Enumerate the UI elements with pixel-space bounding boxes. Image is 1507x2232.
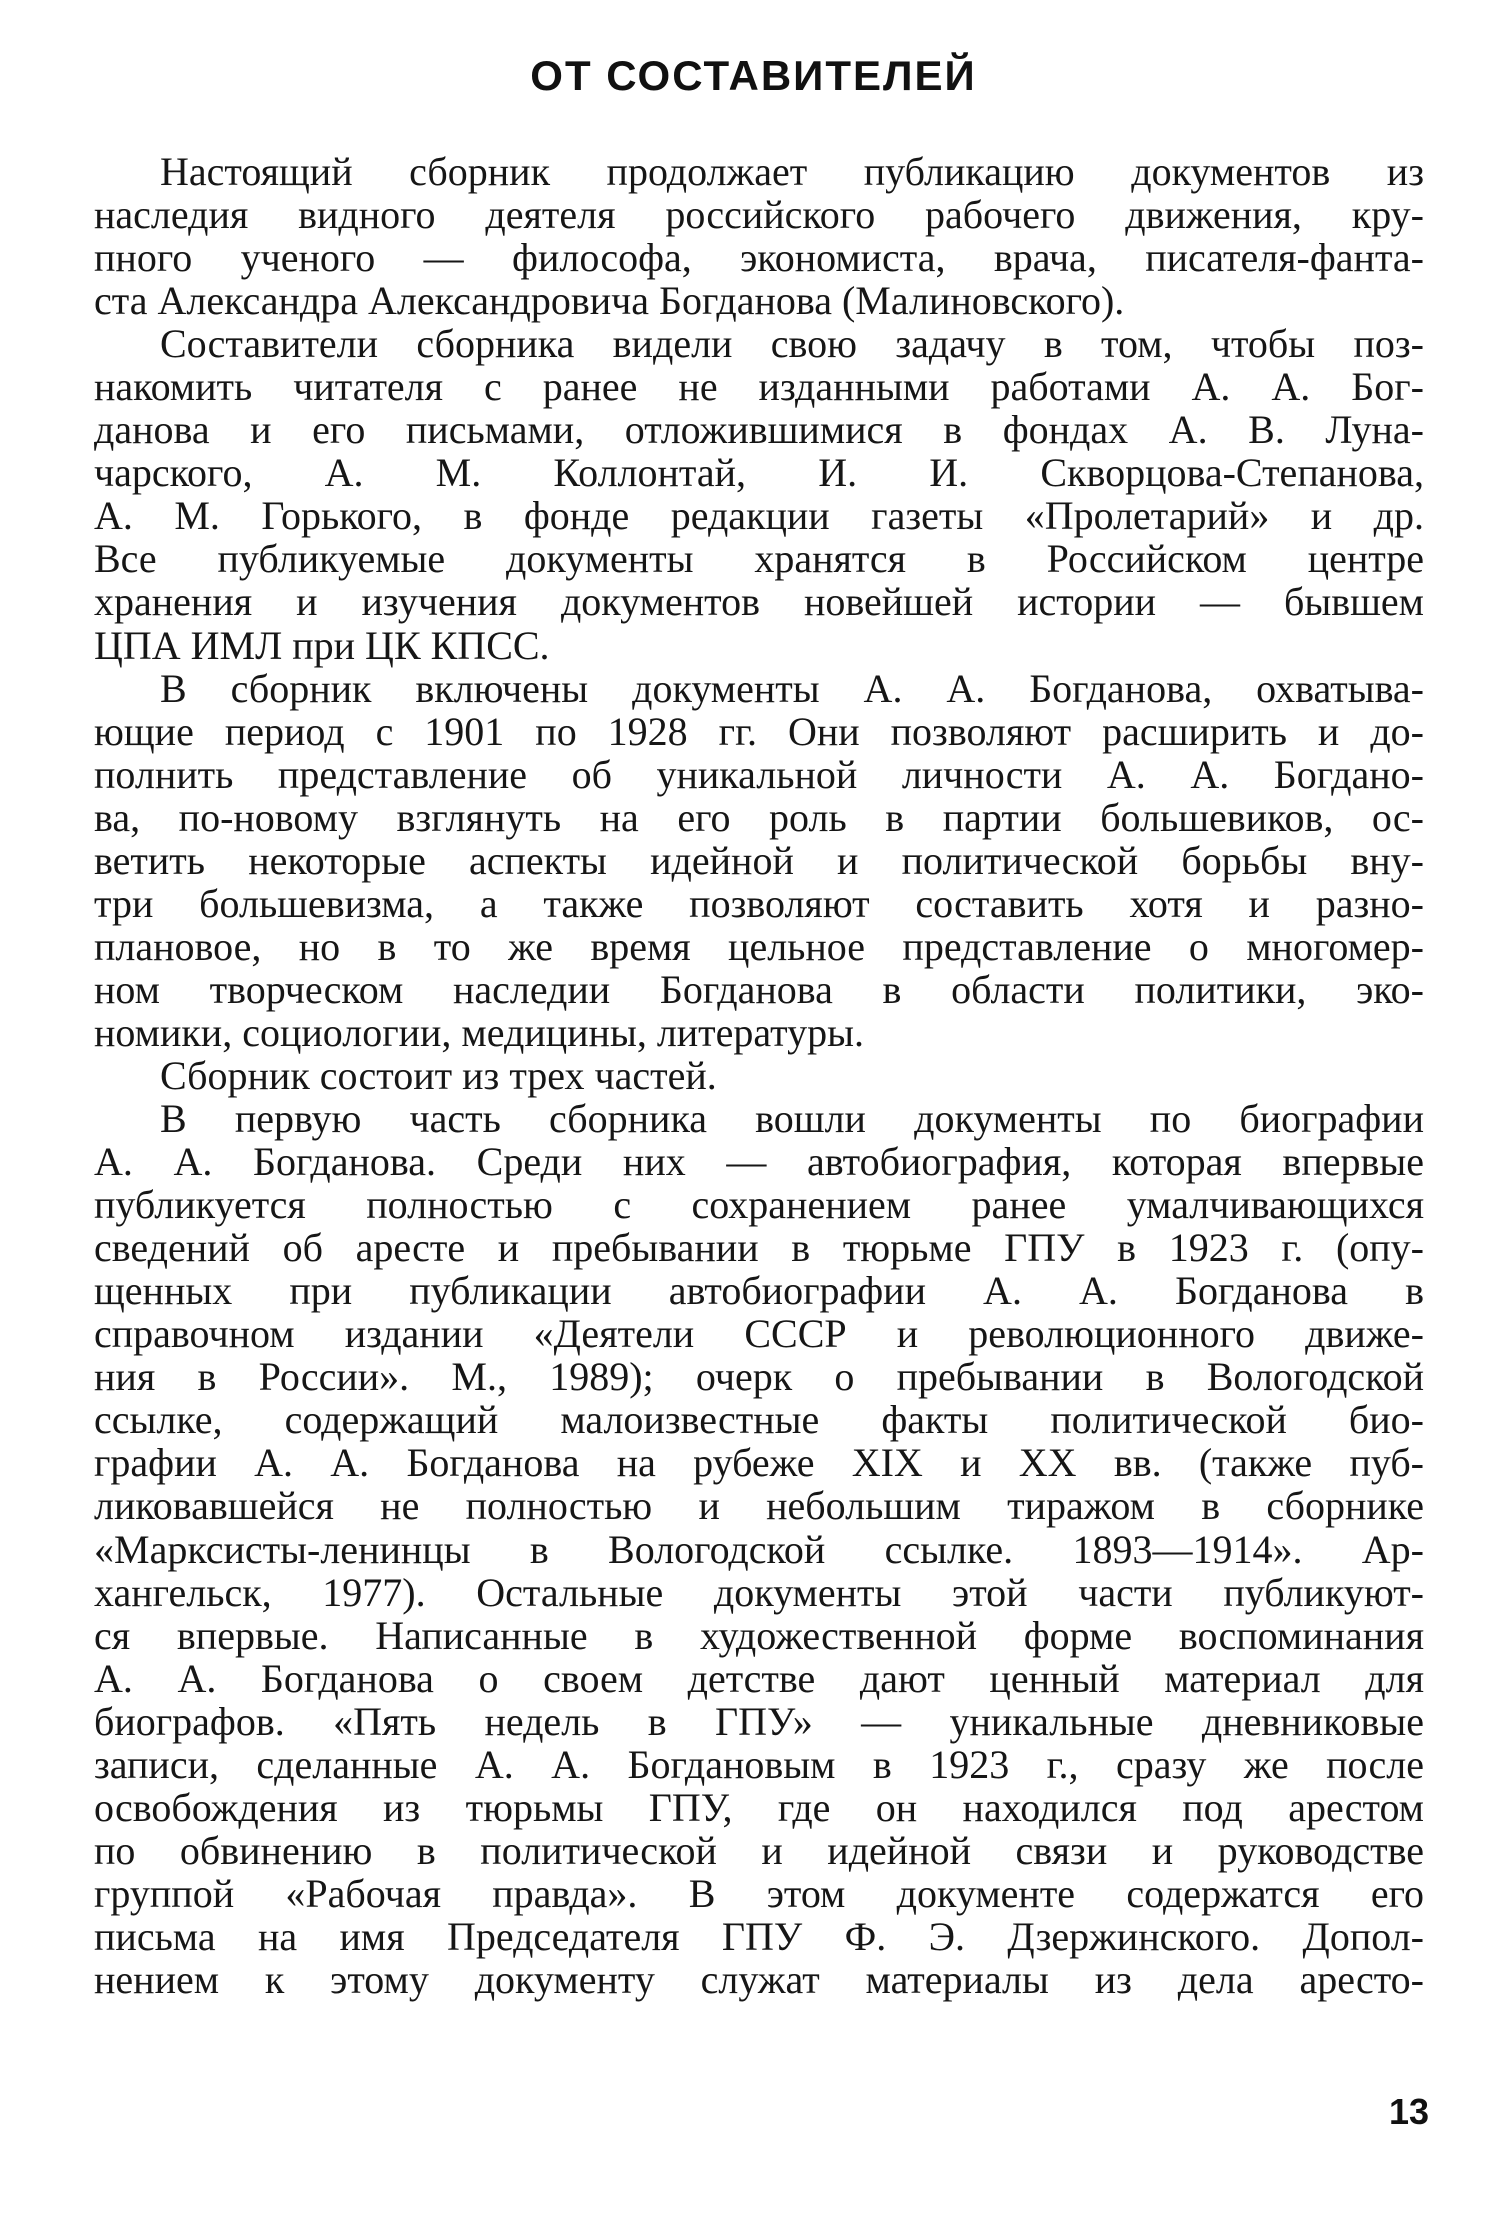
text-line: ЦПА ИМЛ при ЦК КПСС. xyxy=(94,622,550,668)
text-line: ветить некоторые аспекты идейной и политической борьбы вну- xyxy=(94,837,1424,883)
text-line: публикуется полностью с сохранением ранее умалчивающихся xyxy=(94,1182,1424,1228)
text-line: номики, социологии, медицины, литературы. xyxy=(94,1009,864,1055)
text-line: хангельск, 1977). Остальные документы этой части публикуют- xyxy=(94,1569,1424,1615)
text-line: нением к этому документу служат материалы из дела аресто- xyxy=(94,1956,1424,2002)
text-line: ликовавшейся не полностью и небольшим тиражом в сборнике xyxy=(94,1483,1424,1529)
text-line: Составители сборника видели свою задачу в том, чтобы поз- xyxy=(160,321,1424,367)
text-line: Сборник состоит из трех частей. xyxy=(160,1052,717,1098)
text-line: ния в России». М., 1989); очерк о пребывании в Вологодской xyxy=(94,1354,1424,1400)
text-line: чарского, А. М. Коллонтай, И. И. Скворцова-Степанова, xyxy=(94,450,1424,496)
text-line: биографов. «Пять недель в ГПУ» — уникальные дневниковые xyxy=(94,1698,1424,1744)
text-line: ссылке, содержащий малоизвестные факты политической био- xyxy=(94,1397,1424,1443)
text-line: хранения и изучения документов новейшей истории — бывшем xyxy=(94,579,1424,625)
page-title: ОТ СОСТАВИТЕЛЕЙ xyxy=(530,52,977,99)
text-line: «Марксисты-ленинцы в Вологодской ссылке. 1893—1914». Ар- xyxy=(94,1526,1424,1572)
text-line: А. А. Богданова. Среди них — автобиография, которая впервые xyxy=(94,1139,1424,1185)
page-number: 13 xyxy=(1388,2091,1429,2132)
text-line: записи, сделанные А. А. Богдановым в 1923 г., сразу же после xyxy=(94,1741,1424,1787)
text-line: по обвинению в политической и идейной связи и руководстве xyxy=(94,1827,1424,1873)
text-line: А. А. Богданова о своем детстве дают ценный материал для xyxy=(94,1655,1424,1701)
text-line: письма на имя Председателя ГПУ Ф. Э. Дзержинского. Допол- xyxy=(94,1913,1424,1959)
text-line: плановое, но в то же время цельное представление о многомер- xyxy=(94,923,1424,969)
text-line: щенных при публикации автобиографии А. А. Богданова в xyxy=(94,1268,1424,1314)
text-line: пного ученого — философа, экономиста, врача, писателя-фанта- xyxy=(94,235,1424,281)
text-line: освобождения из тюрьмы ГПУ, где он находился под арестом xyxy=(94,1784,1424,1830)
text-line: накомить читателя с ранее не изданными работами А. А. Бог- xyxy=(94,364,1424,410)
text-line: группой «Рабочая правда». В этом документе содержатся его xyxy=(94,1870,1424,1916)
text-line: сведений об аресте и пребывании в тюрьме ГПУ в 1923 г. (опу- xyxy=(94,1225,1424,1271)
text-line: В первую часть сборника вошли документы по биографии xyxy=(160,1096,1424,1142)
body-text xyxy=(94,150,1424,2001)
text-line: графии А. А. Богданова на рубеже XIX и XX вв. (также пуб- xyxy=(94,1440,1424,1486)
text-line: данова и его письмами, отложившимися в фондах А. В. Луна- xyxy=(94,407,1424,453)
text-line: ся впервые. Написанные в художественной форме воспоминания xyxy=(94,1612,1424,1658)
text-line: полнить представление об уникальной личности А. А. Богдано- xyxy=(94,751,1424,797)
text-line: Все публикуемые документы хранятся в Российском центре xyxy=(94,536,1424,582)
text-line: ва, по-новому взглянуть на его роль в партии большевиков, ос- xyxy=(94,794,1424,840)
text-line: ном творческом наследии Богданова в области политики, эко- xyxy=(94,966,1424,1012)
text-line: В сборник включены документы А. А. Богданова, охватыва- xyxy=(160,665,1424,711)
text-line: три большевизма, а также позволяют составить хотя и разно- xyxy=(94,880,1424,926)
text-line: ющие период с 1901 по 1928 гг. Они позволяют расширить и до- xyxy=(94,708,1424,754)
text-line: ста Александра Александровича Богданова (Малиновского). xyxy=(94,278,1125,324)
text-line: наследия видного деятеля российского рабочего движения, кру- xyxy=(94,192,1424,238)
text-line: Настоящий сборник продолжает публикацию документов из xyxy=(160,149,1424,194)
text-line: справочном издании «Деятели СССР и революционного движе- xyxy=(94,1311,1424,1357)
text-line: А. М. Горького, в фонде редакции газеты «Пролетарий» и др. xyxy=(94,493,1424,539)
